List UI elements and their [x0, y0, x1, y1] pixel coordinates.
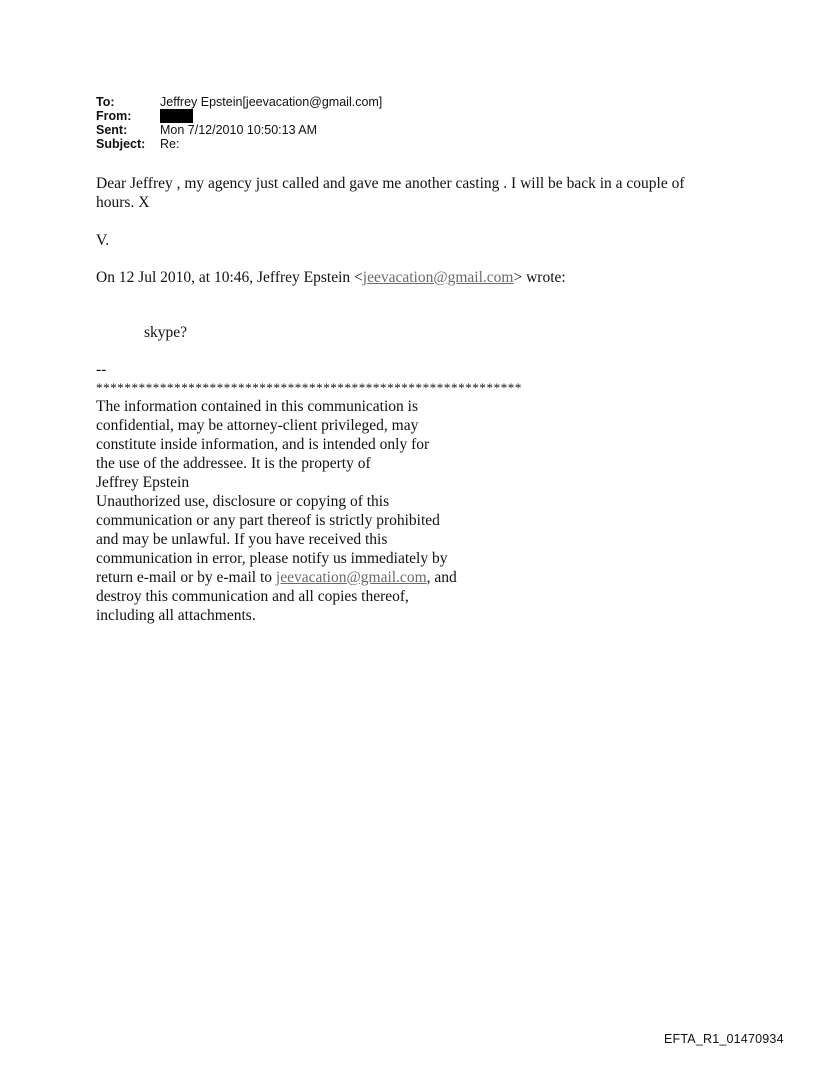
subject-row — [96, 137, 382, 151]
disclaimer-line-after: , and — [426, 569, 457, 586]
quote-intro — [96, 268, 566, 287]
message-line-2: hours. X — [96, 194, 150, 211]
subject-label: Subject: — [96, 137, 146, 151]
from-row — [96, 109, 382, 123]
disclaimer-line: constitute inside information, and is intended only for — [96, 436, 430, 453]
quote-intro-before: On 12 Jul 2010, at 10:46, Jeffrey Epstein < — [96, 269, 363, 286]
disclaimer-line: and may be unlawful. If you have received this — [96, 531, 388, 548]
disclaimer-line-before: return e-mail or by e-mail to — [96, 569, 276, 586]
disclaimer-line: the use of the addressee. It is the property of — [96, 455, 371, 472]
quoted-message: skype? — [144, 324, 188, 341]
message-line-1: Dear Jeffrey , my agency just called and gave me another casting . I will be back in a couple of — [96, 175, 685, 192]
to-row — [96, 95, 382, 109]
disclaimer-line: including all attachments. — [96, 607, 256, 624]
disclaimer-line: destroy this communication and all copies thereof, — [96, 588, 409, 605]
disclaimer-line: Jeffrey Epstein — [96, 474, 190, 491]
disclaimer-email-link[interactable]: jeevacation@gmail.com — [275, 569, 427, 586]
disclaimer-line: communication in error, please notify us immediately by — [96, 550, 448, 567]
sent-row — [96, 123, 382, 137]
redaction-block — [160, 109, 193, 123]
signature-stars: ************************************************************ — [96, 380, 522, 395]
signature-dashes: -- — [96, 361, 107, 378]
document-id: EFTA_R1_01470934 — [664, 1032, 784, 1046]
disclaimer-line: The information contained in this communication is — [96, 398, 418, 415]
disclaimer-line — [96, 568, 457, 587]
sent-value: Mon 7/12/2010 10:50:13 AM — [160, 123, 318, 137]
quote-email-link[interactable]: jeevacation@gmail.com — [362, 269, 514, 286]
sent-label: Sent: — [96, 123, 128, 137]
quote-intro-after: > wrote: — [513, 269, 566, 286]
email-header — [96, 95, 382, 151]
from-label: From: — [96, 109, 132, 123]
disclaimer-line: Unauthorized use, disclosure or copying of this — [96, 493, 390, 510]
to-value: Jeffrey Epstein[jeevacation@gmail.com] — [160, 95, 383, 109]
message-signoff: V. — [96, 232, 110, 249]
disclaimer-line: communication or any part thereof is strictly prohibited — [96, 512, 440, 529]
to-label: To: — [96, 95, 115, 109]
disclaimer-line: confidential, may be attorney-client privileged, may — [96, 417, 419, 434]
subject-value: Re: — [160, 137, 180, 151]
